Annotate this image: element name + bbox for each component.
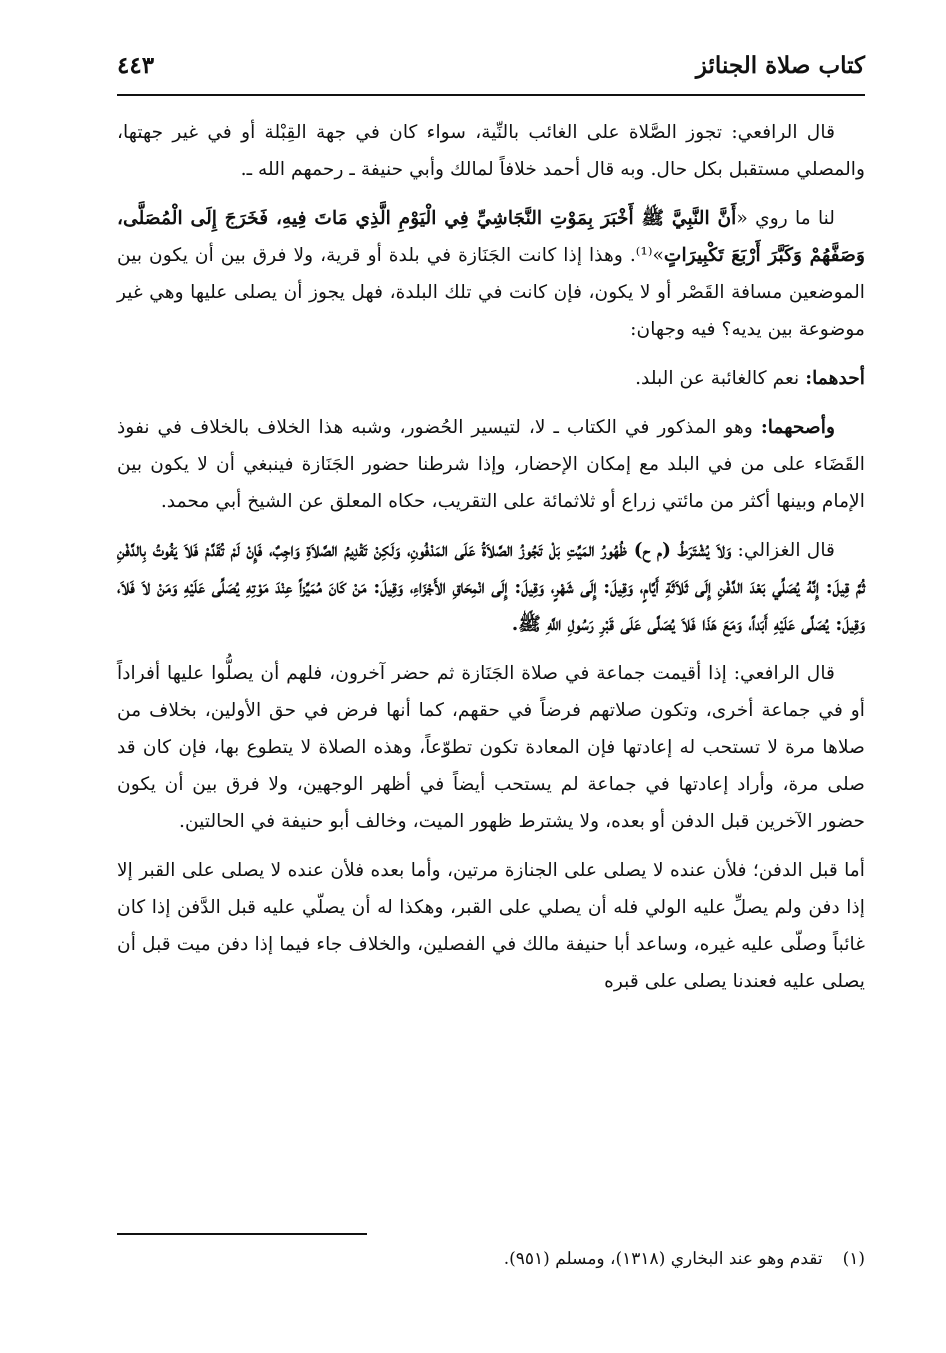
footnote: [504, 1244, 865, 1274]
footnote-number: (١): [842, 1249, 865, 1269]
first-view-term: أحدهما:: [805, 367, 865, 389]
ghazali-lead: قال الغزالي:: [731, 540, 835, 561]
book-page: [117, 38, 865, 1328]
hadith-text: أَنَّ النَّبِيَّ ﷺ أَخْبَرَ بِمَوْتِ النَّجَاشِيِّ فِي الْيَوْمِ الَّذِي مَاتَ فِيهِ، فَخَرَجَ إِلَى الْمُصَلَّى، وَصَفَّهُمْ وَكَبَّرَ أَرْبَعَ تَكْبِيرَاتٍ: [117, 207, 865, 266]
ghazali-text: وَلاَ يُشْتَرَطُ (م ح) ظُهُورُ المَيِّتِ بَلْ تَجُوزُ الصَّلاَةُ عَلَى المَدْفُونِ، وَلَكِنْ تَقْدِيمُ الصَّلاَةِ وَاجِبٌ، فَإِنْ لَمْ تُقَدَّمْ فَلاَ يَفُوتُ بِالدَّفْنِ ثُمَّ قِيلَ: إِنَّهُ يُصَلِّي بَعْدَ الدَّفْنِ إِلَى ثَلاَثَةِ أَيَّامٍ، وَقِيلَ: إِلَى شَهْرٍ، وَقِيلَ: إِلَى انْمِحَاقِ الأَجْزَاءِ، وَقِيلَ: مَنْ كَانَ مُمَيِّزاً عِنْدَ مَوْتِهِ يُصَلِّى عَلَيْهِ وَمَنْ لاَ فَلاَ، وَقِيلَ: يُصَلَّى عَلَيْهِ أَبَداً، وَمَعَ هَذَا فَلاَ يُصَلَّى عَلَى قَبْرِ رَسُولِ اللَّهِ ﷺ.: [117, 539, 865, 635]
paragraph-hadith-najashi: [117, 200, 865, 348]
page-body: [117, 114, 865, 1000]
footnote-text: تقدم وهو عند البخاري (١٣١٨)، ومسلم (٩٥١).: [503, 1249, 823, 1269]
paragraph-before-burial: أما قبل الدفن؛ فلأن عنده لا يصلى على الجنازة مرتين، وأما بعده فلأن عنده لا يصلى على القبر إلا إذا دفن ولم يصلِّ عليه الولي فله أن يصلي على القبر، وهكذا له أن يصلّي عليه قبل الدَّفن إذا كان غائباً وصلّى عليه غيره، وساعد أبا حنيفة مالك في الفصلين، والخلاف جاء فيما إذا دفن ميت قبل أن يصلى عليه فعندنا يصلى على قبره: [117, 860, 865, 992]
first-view-text: نعم كالغائبة عن البلد.: [635, 368, 806, 389]
sounder-view-term: وأصحهما:: [760, 416, 835, 438]
paragraph-continuation: وهذا إذا كانت الجَنَازة في بلدة أو قرية، ولا فرق بين أن يكون بين الموضعين مسافة القَصْر أو لا يكون، فإن كانت في تلك البلدة، فهل يجوز أن يصلى عليها وهي غير موضوعة بين يديه؟ فيه وجهان:: [117, 245, 865, 340]
paragraph-rafii-ghaib: قال الرافعي: تجوز الصَّلاة على الغائب بالنِّية، سواء كان في جهة القِبْلة أو في غير جهتها، والمصلي مستقبل بكل حال. وبه قال أحمد خلافاً لمالك وأبي حنيفة ـ رحمهم الله ـ.: [117, 122, 865, 180]
paragraph-first-view: [117, 360, 865, 397]
paragraph-sounder-view: [117, 409, 865, 520]
sounder-view-text: وهو المذكور في الكتاب ـ لا، لتيسير الحُضور، وشبه هذا الخلاف بالخلاف في نفوذ القَضَاء على من في البلد مع إمكان الإحضار، وإذا شرطنا حضور الجَنَازة فينبغي أن لا يكون بين الإمام وبينها أكثر من مائتي زراع أو ثلاثمائة على التقريب، حكاه المعلق عن الشيخ أبي محمد.: [117, 417, 865, 512]
hadith-intro: لنا ما روي «: [736, 208, 835, 229]
page-header: [117, 38, 865, 96]
paragraph-rafii-jamaah: قال الرافعي: إذا أقيمت جماعة في صلاة الجَنَازة ثم حضر آخرون، فلهم أن يصلُّوا عليها أفراداً أو في جماعة أخرى، وتكون صلاتهم فرضاً في حقهم، كما أنها فرض في حق الأولين، بخلاف من صلاها مرة لا تستحب له إعادتها فإن المعادة تكون تطوّعاً، وهذه الصلاة لا يتطوع بها، فإن كان قد صلى مرة، وأراد إعادتها في جماعة لم يستحب أيضاً في أظهر الوجهين، ولا فرق بين أن يكون حضور الآخرين قبل الدفن أو بعده، ولا يشترط ظهور الميت، وخالف أبو حنيفة في الحالتين.: [117, 663, 865, 832]
hadith-close: »⁽¹⁾.: [622, 245, 664, 266]
page-number: ٤٤٣: [117, 52, 155, 79]
paragraph-ghazali-matn: [117, 532, 865, 643]
chapter-title: كتاب صلاة الجنائز: [695, 52, 865, 79]
footnote-separator: [117, 1233, 367, 1235]
